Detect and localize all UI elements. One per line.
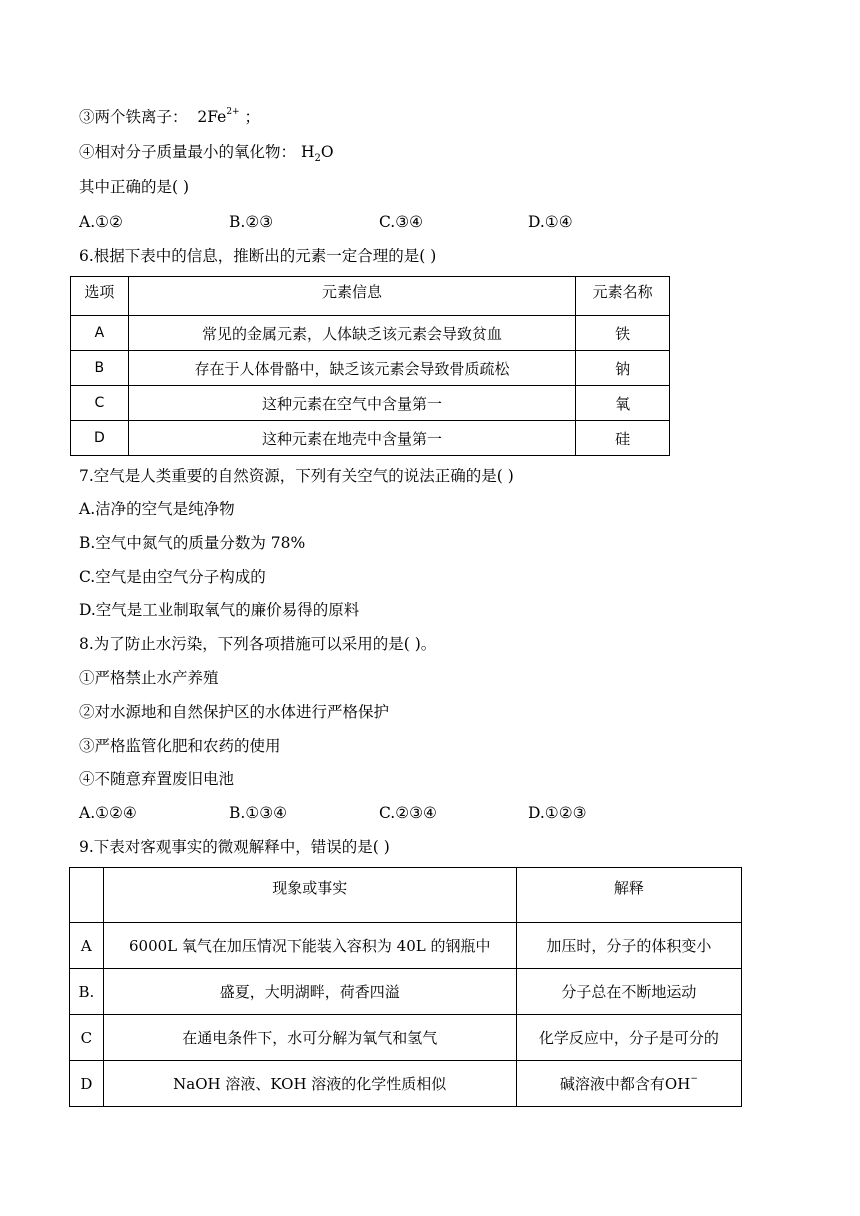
q8-option-a: A.①②④ [79, 804, 137, 822]
table-cell: 铁 [576, 316, 670, 351]
header-blank [70, 868, 104, 923]
header-explanation: 解释 [516, 868, 741, 923]
q7-option-a: A.洁净的空气是纯净物 [79, 500, 235, 518]
table-cell-explanation: 碱溶液中都含有OH− [516, 1061, 741, 1107]
table-cell: 硅 [576, 421, 670, 456]
q7-option-c: C.空气是由空气分子构成的 [79, 568, 266, 586]
table-row [70, 923, 742, 969]
header-element-name: 元素名称 [576, 277, 670, 316]
q6-stem: 6.根据下表中的信息，推断出的元素一定合理的是( ) [79, 247, 437, 265]
table-cell: 6000L 氧气在加压情况下能装入容积为 40L 的钢瓶中 [103, 923, 516, 969]
table-cell: 分子总在不断地运动 [516, 969, 741, 1015]
table-header-row [71, 277, 670, 316]
table-cell: 化学反应中，分子是可分的 [516, 1015, 741, 1061]
q8-stem: 8.为了防止水污染，下列各项措施可以采用的是( )。 [79, 635, 437, 653]
table-cell: 在通电条件下，水可分解为氧气和氢气 [103, 1015, 516, 1061]
q8-item-1: ①严格禁止水产养殖 [79, 669, 219, 687]
formula-hydroxide: OH− [664, 1074, 698, 1093]
q7-option-b: B.空气中氮气的质量分数为 78% [79, 534, 306, 552]
q8-item-4: ④不随意弃置废旧电池 [79, 770, 235, 788]
table-cell: 这种元素在地壳中含量第一 [128, 421, 576, 456]
q5-prompt: 其中正确的是( ) [79, 178, 190, 196]
table-cell: A [70, 923, 104, 969]
q5-option-a: A.①② [79, 213, 123, 231]
table-cell: A [71, 316, 129, 351]
table-cell: 钠 [576, 351, 670, 386]
table-cell: C [71, 386, 129, 421]
table-cell: 常见的金属元素，人体缺乏该元素会导致贫血 [128, 316, 576, 351]
table-cell: 存在于人体骨骼中，缺乏该元素会导致骨质疏松 [128, 351, 576, 386]
q8-option-d: D.①②③ [528, 804, 587, 822]
q5-item-3: ③两个铁离子： $2Fe^{2+}$ ； [79, 107, 261, 126]
table-row [71, 386, 670, 421]
table-cell: C [70, 1015, 104, 1061]
q5-option-c: C.③④ [379, 213, 424, 231]
table-cell: 加压时，分子的体积变小 [516, 923, 741, 969]
q8-option-b: B.①③④ [229, 804, 288, 822]
table-row [70, 969, 742, 1015]
q7-stem: 7.空气是人类重要的自然资源，下列有关空气的说法正确的是( ) [79, 467, 514, 485]
table-cell: B [71, 351, 129, 386]
header-element-info: 元素信息 [128, 277, 576, 316]
q8-item-3: ③严格监管化肥和农药的使用 [79, 737, 281, 755]
q6-element-table [70, 276, 670, 456]
table-cell: 盛夏，大明湖畔，荷香四溢 [103, 969, 516, 1015]
q7-option-d: D.空气是工业制取氧气的廉价易得的原料 [79, 601, 360, 619]
table-cell: B. [70, 969, 104, 1015]
q8-item-2: ②对水源地和自然保护区的水体进行严格保护 [79, 703, 390, 721]
formula-water: $H_2O$ [300, 143, 334, 164]
q5-option-b: B.②③ [229, 213, 274, 231]
formula-iron-ions: $2Fe^{2+}$ [197, 107, 240, 126]
table-cell: 氧 [576, 386, 670, 421]
table-header-row [70, 868, 742, 923]
table-row [70, 1061, 742, 1107]
header-phenomenon: 现象或事实 [103, 868, 516, 923]
table-cell: D [71, 421, 129, 456]
table-row [71, 351, 670, 386]
table-cell: D [70, 1061, 104, 1107]
q9-explanation-table [69, 867, 742, 1107]
q9-stem: 9.下表对客观事实的微观解释中，错误的是( ) [79, 838, 390, 856]
header-option: 选项 [71, 277, 129, 316]
table-cell: 这种元素在空气中含量第一 [128, 386, 576, 421]
q8-option-c: C.②③④ [379, 804, 437, 822]
table-cell: NaOH 溶液、KOH 溶液的化学性质相似 [103, 1061, 516, 1107]
q5-item-4: ④相对分子质量最小的氧化物： $H_2O$ [79, 143, 334, 164]
q5-option-d: D.①④ [528, 213, 573, 231]
table-row [71, 421, 670, 456]
table-row [71, 316, 670, 351]
table-row [70, 1015, 742, 1061]
